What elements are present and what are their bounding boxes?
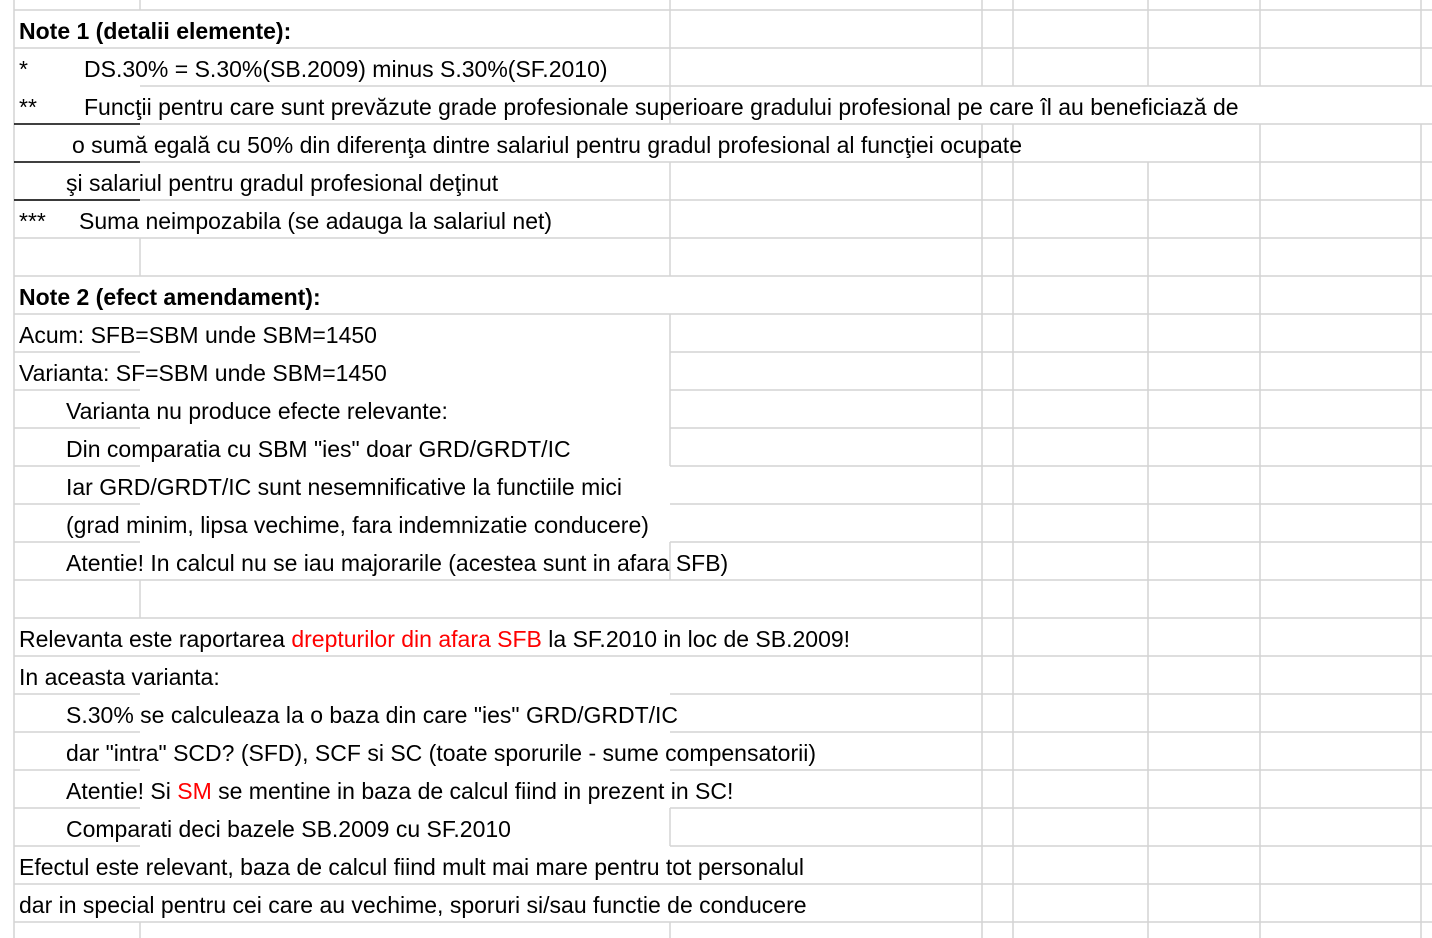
note2-line-4[interactable]: (grad minim, lipsa vechime, fara indemnizatie conducere)	[66, 512, 649, 538]
note2-line-2[interactable]: Din comparatia cu SBM "ies" doar GRD/GRDT/IC	[66, 436, 571, 462]
note1-item-1-text: DS.30% = S.30%(SB.2009) minus S.30%(SF.2010)	[84, 56, 608, 82]
conclusion-line-2[interactable]: dar in special pentru cei care au vechime, sporuri si/sau functie de conducere	[19, 892, 807, 918]
note1-item-3[interactable]	[0, 202, 1432, 240]
variant-line-3[interactable]	[66, 772, 733, 810]
note2-line-3[interactable]: Iar GRD/GRDT/IC sunt nesemnificative la functiile mici	[66, 474, 622, 500]
relevance-line[interactable]	[19, 620, 850, 658]
note2-current[interactable]: Acum: SFB=SBM unde SBM=1450	[19, 322, 377, 348]
variant-line-3-highlight: SM	[177, 778, 212, 804]
note2-line-5[interactable]: Atentie! In calcul nu se iau majorarile (acestea sunt in afara SFB)	[66, 550, 729, 576]
double-asterisk-marker: **	[19, 94, 37, 120]
relevance-text-1: Relevanta este raportarea	[19, 626, 292, 652]
note2-heading[interactable]: Note 2 (efect amendament):	[19, 284, 321, 310]
variant-line-3-text-1: Atentie! Si	[66, 778, 178, 804]
variant-line-2[interactable]: dar "intra" SCD? (SFD), SCF si SC (toate sporurile - sume compensatorii)	[66, 740, 816, 766]
note1-item-2-continuation-2[interactable]: şi salariul pentru gradul profesional deţinut	[66, 170, 499, 196]
note2-variant[interactable]: Varianta: SF=SBM unde SBM=1450	[19, 360, 387, 386]
relevance-highlight: drepturilor din afara SFB	[291, 626, 542, 652]
conclusion-line-1[interactable]: Efectul este relevant, baza de calcul fiind mult mai mare pentru tot personalul	[19, 854, 804, 880]
variant-intro[interactable]: In aceasta varianta:	[19, 664, 220, 690]
variant-line-3-text-2: se mentine in baza de calcul fiind in prezent in SC!	[211, 778, 734, 804]
note1-item-2-continuation[interactable]: o sumă egală cu 50% din diferenţa dintre salariul pentru gradul profesional al funcţiei ocupate	[72, 132, 1022, 158]
note1-item-1[interactable]	[0, 50, 1432, 88]
note1-item-2-text: Funcţii pentru care sunt prevăzute grade profesionale superioare gradului profesional pe care îl au beneficiază de	[84, 94, 1239, 120]
asterisk-marker: *	[19, 56, 28, 82]
note2-line-1[interactable]: Varianta nu produce efecte relevante:	[66, 398, 448, 424]
note1-heading[interactable]: Note 1 (detalii elemente):	[19, 18, 292, 44]
triple-asterisk-marker: ***	[19, 208, 46, 234]
variant-line-4[interactable]: Comparati deci bazele SB.2009 cu SF.2010	[66, 816, 511, 842]
relevance-text-2: la SF.2010 in loc de SB.2009!	[541, 626, 851, 652]
note1-item-2[interactable]	[0, 88, 1432, 126]
variant-line-1[interactable]: S.30% se calculeaza la o baza din care "ies" GRD/GRDT/IC	[66, 702, 679, 728]
note1-item-3-text: Suma neimpozabila (se adauga la salariul net)	[79, 208, 553, 234]
